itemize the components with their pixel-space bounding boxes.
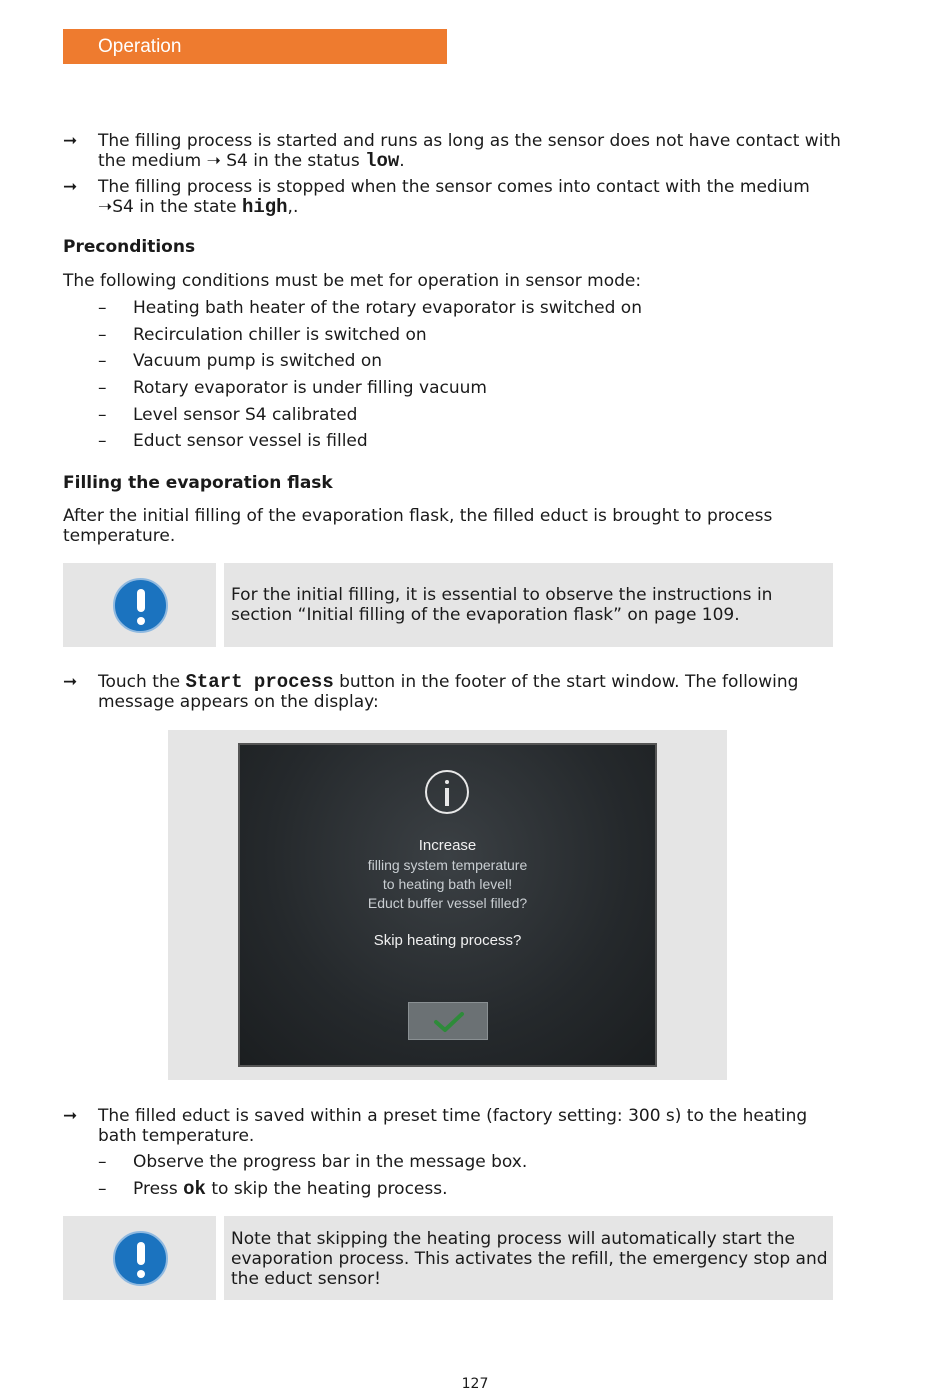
message-line: to heating bath level! <box>382 876 513 892</box>
exclamation-icon <box>113 578 168 633</box>
note-box <box>63 1216 833 1300</box>
step-text: The filling process is stopped when the sensor comes into contact with the medium ➝S4 in the state high,. <box>98 177 810 218</box>
ok-code: ok <box>183 1178 206 1200</box>
step-text: Touch the Start process button in the footer of the start window. The following message appears on the display: <box>98 671 799 712</box>
step-text: The filled educt is saved within a preset time (factory setting: 300 s) to the heating bath temperature. <box>98 1106 808 1146</box>
preconditions-heading: Preconditions <box>63 237 196 257</box>
note-box <box>63 563 833 647</box>
preconditions-intro: The following conditions must be met for operation in sensor mode: <box>63 271 642 291</box>
display-figure <box>168 730 727 1080</box>
filling-heading: Filling the evaporation flask <box>63 473 333 493</box>
message-line: Educt buffer vessel filled? <box>367 895 528 911</box>
note-text: For the initial filling, it is essential to observe the instructions in section “Initial filling of the evaporation flask” on page 109. <box>224 563 833 647</box>
note-text: Note that skipping the heating process will automatically start the evaporation process. This activates the refill, the emergency stop and the educt sensor! <box>224 1216 833 1300</box>
message-question: Skip heating process? <box>373 932 522 949</box>
info-icon <box>425 770 469 814</box>
status-code: high <box>241 196 288 218</box>
message-line: filling system temperature <box>367 857 528 873</box>
arrow-icon: ➞ <box>63 177 78 197</box>
arrow-icon: ➞ <box>63 131 78 151</box>
section-title: Operation <box>98 36 182 57</box>
step-text: The filling process is started and runs as long as the sensor does not have contact with the medium ➝ S4 in the status low. <box>98 131 841 172</box>
arrow-icon: ➞ <box>63 1106 78 1126</box>
exclamation-icon <box>113 1231 168 1286</box>
section-header <box>63 29 447 64</box>
arrow-icon: ➞ <box>63 672 78 692</box>
confirm-button[interactable] <box>408 1002 488 1040</box>
page-number: 127 <box>461 1376 489 1390</box>
device-display <box>238 743 657 1067</box>
button-code: Start process <box>185 671 334 693</box>
message-title: Increase <box>418 837 477 854</box>
filling-intro: After the initial filling of the evaporation flask, the filled educt is brought to process temperature. <box>63 506 773 546</box>
status-code: low <box>365 150 400 172</box>
checkmark-icon <box>433 1011 465 1033</box>
